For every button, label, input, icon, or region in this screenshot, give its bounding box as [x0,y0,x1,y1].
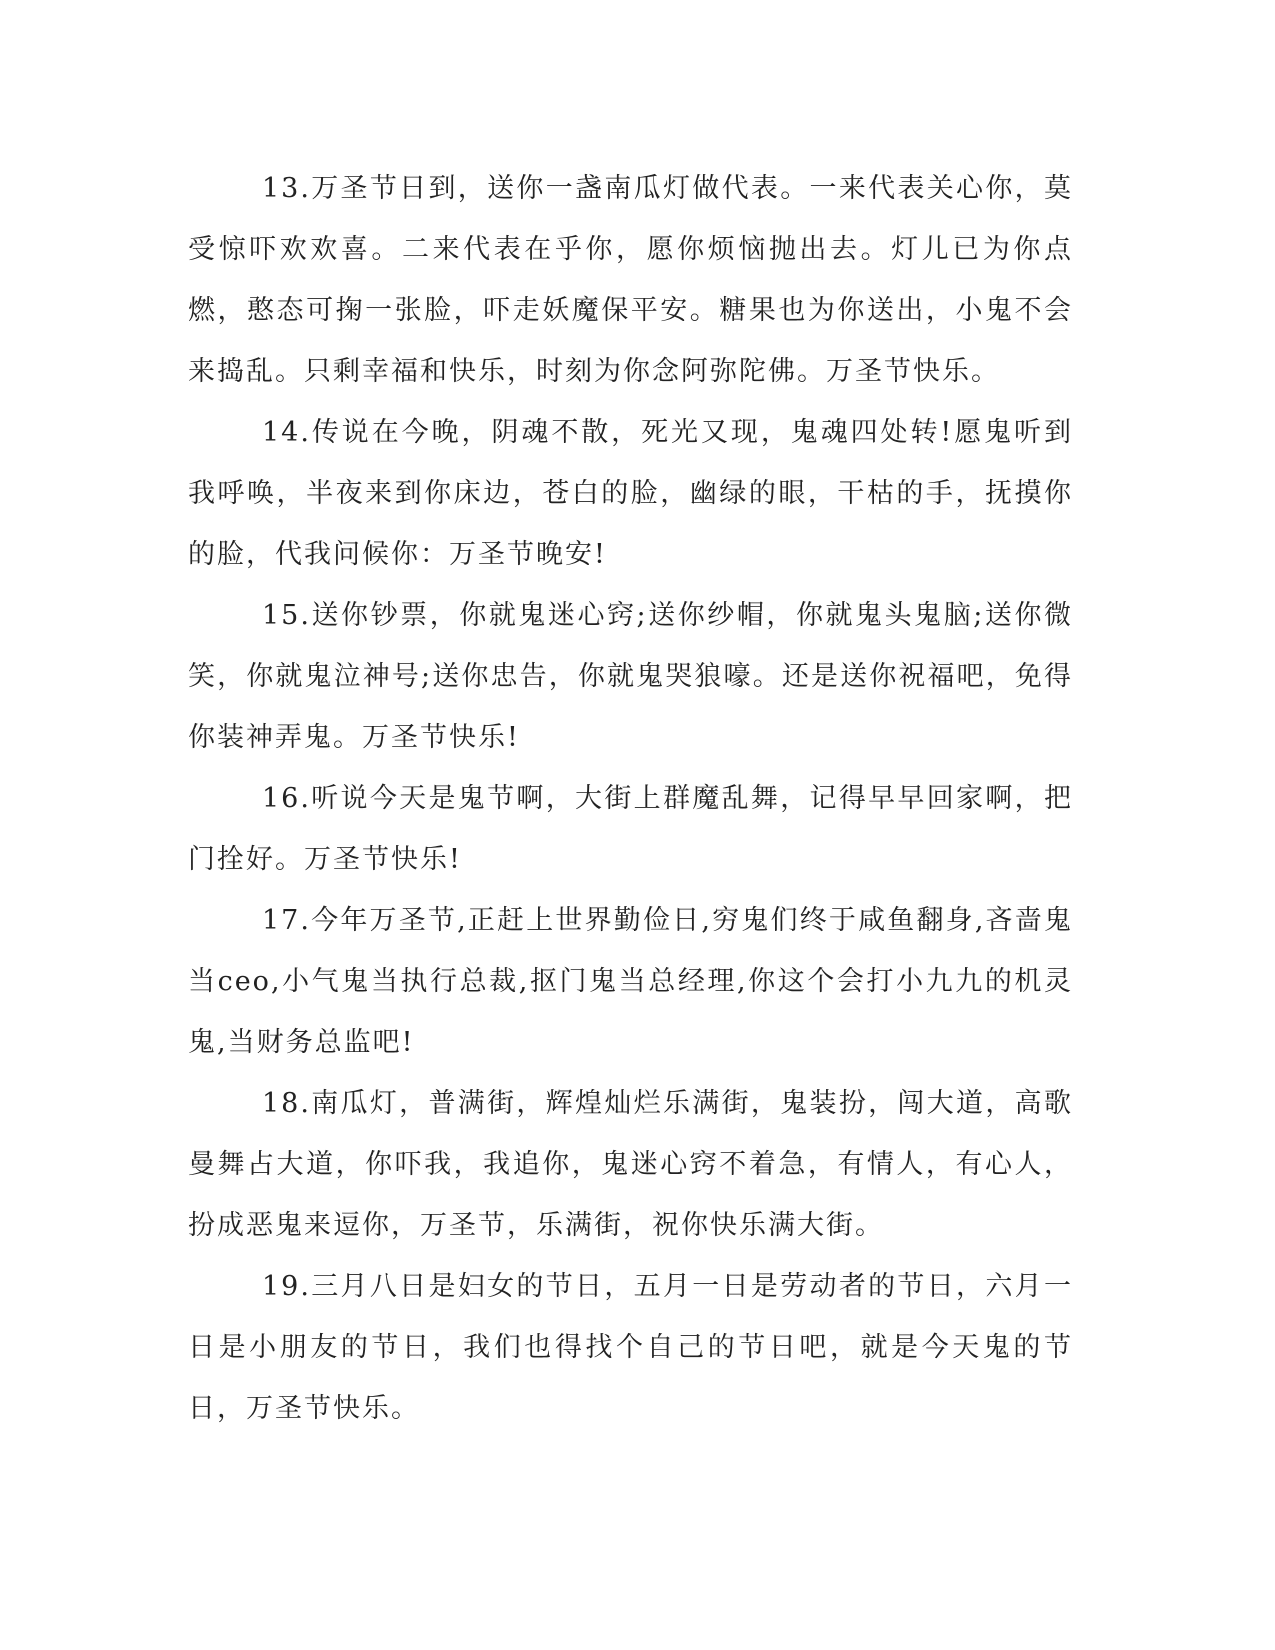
paragraph-15: 15.送你钞票，你就鬼迷心窍;送你纱帽，你就鬼头鬼脑;送你微笑，你就鬼泣神号;送你忠告，你就鬼哭狼嚎。还是送你祝福吧，免得你装神弄鬼。万圣节快乐! [188,600,1073,753]
paragraph-16: 16.听说今天是鬼节啊，大街上群魔乱舞，记得早早回家啊，把门拴好。万圣节快乐! [188,783,1073,875]
paragraph-17: 17.今年万圣节,正赶上世界勤俭日,穷鬼们终于咸鱼翻身,吝啬鬼当ceo,小气鬼当执行总裁,抠门鬼当总经理,你这个会打小九九的机灵鬼,当财务总监吧! [188,905,1073,1058]
document-body [188,158,1073,1439]
paragraph-18: 18.南瓜灯，普满街，辉煌灿烂乐满街，鬼装扮，闯大道，高歌曼舞占大道，你吓我，我追你，鬼迷心窍不着急，有情人，有心人，扮成恶鬼来逗你，万圣节，乐满街，祝你快乐满大街。 [188,1088,1073,1241]
paragraph-19: 19.三月八日是妇女的节日，五月一日是劳动者的节日，六月一日是小朋友的节日，我们也得找个自己的节日吧，就是今天鬼的节日，万圣节快乐。 [188,1271,1073,1424]
paragraph-13: 13.万圣节日到，送你一盏南瓜灯做代表。一来代表关心你，莫受惊吓欢欢喜。二来代表在乎你，愿你烦恼抛出去。灯儿已为你点燃，憨态可掬一张脸，吓走妖魔保平安。糖果也为你送出，小鬼不会来捣乱。只剩幸福和快乐，时刻为你念阿弥陀佛。万圣节快乐。 [188,173,1073,387]
paragraph-14: 14.传说在今晚，阴魂不散，死光又现，鬼魂四处转!愿鬼听到我呼唤，半夜来到你床边，苍白的脸，幽绿的眼，干枯的手，抚摸你的脸，代我问候你：万圣节晚安! [188,417,1073,570]
